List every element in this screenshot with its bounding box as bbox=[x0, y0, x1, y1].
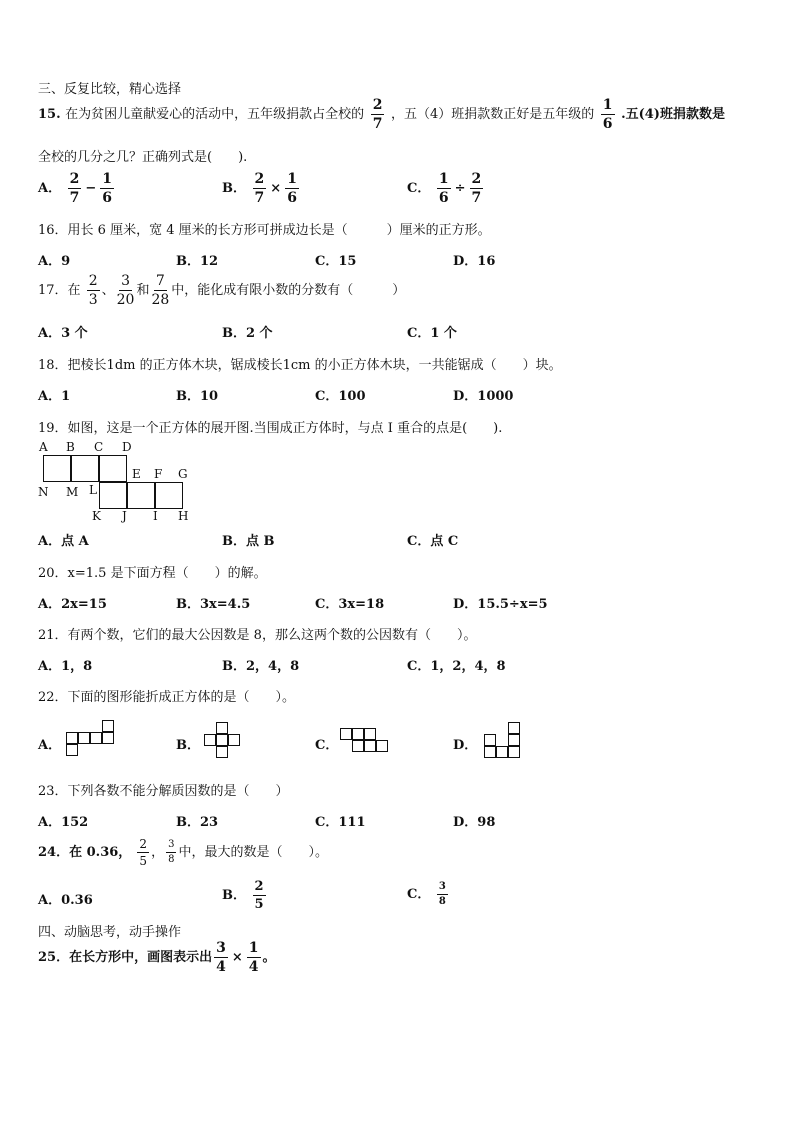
q20-option-d: D．15.5÷x=5 bbox=[453, 597, 548, 612]
q15-c-frac2: $\frac{2}{7}$ bbox=[471, 171, 482, 206]
q20-option-c: C．3x=18 bbox=[315, 597, 385, 612]
q17-option-a: A．3 个 bbox=[38, 326, 88, 341]
question-16: 16．用长 6 厘米，宽 4 厘米的长方形可拼成边长是（ ）厘米的正方形。 bbox=[38, 223, 491, 238]
q15-text-1: 在为贫困儿童献爱心的活动中，五年级捐款占全校的 bbox=[65, 107, 365, 122]
q17-fraction-1: $\frac{2}{3}$ bbox=[88, 273, 98, 308]
q21-option-b: B．2，4，8 bbox=[222, 659, 300, 674]
q24-fraction-2: $\frac{3}{8}$ bbox=[168, 839, 175, 865]
q23-option-a: A．152 bbox=[38, 815, 89, 830]
q18-option-c: C．100 bbox=[315, 389, 366, 404]
q18-option-a: A．1 bbox=[38, 389, 71, 404]
q17-text-2: 中，能化成有限小数的分数有（ ） bbox=[171, 283, 406, 298]
q15-c-frac1: $\frac{1}{6}$ bbox=[438, 171, 449, 206]
net-cell bbox=[99, 455, 127, 482]
q25-op: × bbox=[231, 950, 243, 965]
q25-fraction-1: $\frac{3}{4}$ bbox=[216, 940, 226, 975]
question-15-line1 bbox=[38, 98, 725, 131]
net-figure-a bbox=[65, 720, 117, 760]
question-24 bbox=[38, 838, 328, 867]
q25-text-2: 。 bbox=[262, 950, 276, 965]
net-square bbox=[376, 740, 388, 752]
point-label-g: G bbox=[178, 467, 188, 481]
q20-option-a: A．2x=15 bbox=[38, 597, 107, 612]
question-22: 22．下面的图形能折成正方体的是（ ）。 bbox=[38, 690, 296, 705]
net-square bbox=[102, 732, 114, 744]
point-label-j: J bbox=[122, 509, 127, 523]
net-square bbox=[102, 720, 114, 732]
q20-option-b: B．3x=4.5 bbox=[176, 597, 251, 612]
q24-b-label: B． bbox=[222, 888, 246, 903]
q22-option-b: B． bbox=[176, 738, 200, 753]
net-square bbox=[364, 728, 376, 740]
q17-text-1: 17．在 bbox=[38, 283, 81, 298]
net-square bbox=[496, 746, 508, 758]
q24-option-a: A．0.36 bbox=[38, 893, 93, 908]
net-square bbox=[484, 746, 496, 758]
q19-option-b: B．点 B bbox=[222, 534, 275, 549]
q15-a-frac1: $\frac{2}{7}$ bbox=[69, 171, 80, 206]
question-15-line2: 全校的几分之几？正确列式是( ). bbox=[38, 150, 248, 165]
point-label-e: E bbox=[132, 467, 141, 481]
q15-b-frac1: $\frac{2}{7}$ bbox=[254, 171, 265, 206]
q16-option-c: C．15 bbox=[315, 254, 357, 269]
q16-option-b: B．12 bbox=[176, 254, 219, 269]
net-square bbox=[352, 728, 364, 740]
question-19: 19．如图，这是一个正方体的展开图.当围成正方体时，与点 I 重合的点是( ). bbox=[38, 421, 503, 436]
net-figure-c bbox=[340, 728, 392, 756]
q22-option-d: D． bbox=[453, 738, 478, 753]
q15-num: 15. bbox=[38, 107, 61, 122]
section-heading-3: 三、反复比较，精心选择 bbox=[38, 82, 182, 97]
q17-fraction-3: $\frac{7}{28}$ bbox=[151, 273, 170, 308]
net-square bbox=[66, 744, 78, 756]
q22-option-a: A． bbox=[38, 738, 62, 753]
q24-text-1: 24．在 0.36， bbox=[38, 845, 132, 860]
section-heading-4: 四、动脑思考，动手操作 bbox=[38, 925, 182, 940]
point-label-c: C bbox=[94, 440, 104, 454]
q15-a-frac2: $\frac{1}{6}$ bbox=[102, 171, 113, 206]
point-label-l: L bbox=[89, 483, 97, 497]
net-figure-d bbox=[484, 722, 524, 764]
q15-option-c: C． $\frac{1}{6}$ ÷ $\frac{2}{7}$ bbox=[407, 171, 482, 206]
q24-text-2: 中，最大的数是（ ）。 bbox=[178, 845, 328, 860]
q19-option-c: C．点 C bbox=[407, 534, 459, 549]
net-square bbox=[216, 722, 228, 734]
q15-text-3: .五(4)班捐款数是 bbox=[621, 107, 725, 122]
q23-option-b: B．23 bbox=[176, 815, 219, 830]
q21-option-c: C．1，2，4，8 bbox=[407, 659, 506, 674]
q23-option-c: C．111 bbox=[315, 815, 366, 830]
net-square bbox=[216, 734, 228, 746]
net-square bbox=[352, 740, 364, 752]
net-figure-b bbox=[204, 722, 246, 764]
question-25 bbox=[38, 941, 276, 974]
q15-option-b: B． $\frac{2}{7}$ × $\frac{1}{6}$ bbox=[222, 171, 297, 206]
net-cell bbox=[155, 482, 183, 509]
cube-net-diagram bbox=[38, 440, 198, 522]
net-square bbox=[228, 734, 240, 746]
q15-b-frac2: $\frac{1}{6}$ bbox=[287, 171, 297, 206]
q15-text-2: ，五（4）班捐款数正好是五年级的 bbox=[390, 107, 595, 122]
q24-c-fraction: $\frac{3}{8}$ bbox=[438, 881, 446, 907]
q15-fraction-2: $\frac{1}{6}$ bbox=[602, 97, 613, 132]
q16-option-a: A．9 bbox=[38, 254, 71, 269]
q17-fraction-2: $\frac{3}{20}$ bbox=[116, 273, 135, 308]
point-label-k: K bbox=[92, 509, 101, 523]
net-square bbox=[508, 722, 520, 734]
q24-b-fraction: $\frac{2}{5}$ bbox=[254, 879, 264, 912]
q17-sep-1: 、 bbox=[101, 283, 115, 298]
net-cell bbox=[127, 482, 155, 509]
q17-option-b: B．2 个 bbox=[222, 326, 273, 341]
q24-option-c bbox=[407, 882, 450, 907]
net-square bbox=[508, 734, 520, 746]
net-cell bbox=[99, 482, 127, 509]
point-label-i: I bbox=[153, 509, 158, 523]
q24-c-label: C． bbox=[407, 887, 431, 902]
q21-option-a: A．1，8 bbox=[38, 659, 93, 674]
q25-text-1: 25．在长方形中，画图表示出 bbox=[38, 950, 213, 965]
q24-fraction-1: $\frac{2}{5}$ bbox=[139, 837, 148, 868]
question-21: 21．有两个数，它们的最大公因数是 8，那么这两个数的公因数有（ ）。 bbox=[38, 628, 477, 643]
net-square bbox=[90, 732, 102, 744]
point-label-h: H bbox=[178, 509, 189, 523]
q25-fraction-2: $\frac{1}{4}$ bbox=[248, 940, 259, 975]
net-square bbox=[364, 740, 376, 752]
question-17 bbox=[38, 274, 405, 307]
point-label-b: B bbox=[66, 440, 75, 454]
q19-option-a: A．点 A bbox=[38, 534, 89, 549]
q17-sep-2: 和 bbox=[136, 283, 150, 298]
q24-sep: ， bbox=[151, 845, 165, 860]
q22-option-c: C． bbox=[315, 738, 339, 753]
point-label-d: D bbox=[122, 440, 132, 454]
net-square bbox=[66, 732, 78, 744]
q17-option-c: C．1 个 bbox=[407, 326, 457, 341]
net-square bbox=[78, 732, 90, 744]
q24-option-b bbox=[222, 880, 268, 911]
question-23: 23．下列各数不能分解质因数的是（ ） bbox=[38, 784, 289, 799]
net-cell bbox=[71, 455, 99, 482]
net-cell bbox=[43, 455, 71, 482]
net-square bbox=[508, 746, 520, 758]
q16-option-d: D．16 bbox=[453, 254, 496, 269]
q23-option-d: D．98 bbox=[453, 815, 496, 830]
question-18: 18．把棱长1dm 的正方体木块，锯成棱长1cm 的小正方体木块，一共能锯成（ ）块。 bbox=[38, 358, 562, 373]
point-label-a: A bbox=[39, 440, 48, 454]
net-square bbox=[216, 746, 228, 758]
point-label-m: M bbox=[66, 485, 79, 499]
net-square bbox=[484, 734, 496, 746]
q18-option-d: D．1000 bbox=[453, 389, 514, 404]
question-20: 20．x=1.5 是下面方程（ ）的解。 bbox=[38, 566, 267, 581]
q18-option-b: B．10 bbox=[176, 389, 219, 404]
point-label-n: N bbox=[38, 485, 49, 499]
point-label-f: F bbox=[154, 467, 163, 481]
q15-option-a: A． $\frac{2}{7}$ − $\frac{1}{6}$ bbox=[38, 171, 113, 206]
q15-fraction-1: $\frac{2}{7}$ bbox=[372, 97, 383, 132]
net-square bbox=[340, 728, 352, 740]
net-square bbox=[204, 734, 216, 746]
